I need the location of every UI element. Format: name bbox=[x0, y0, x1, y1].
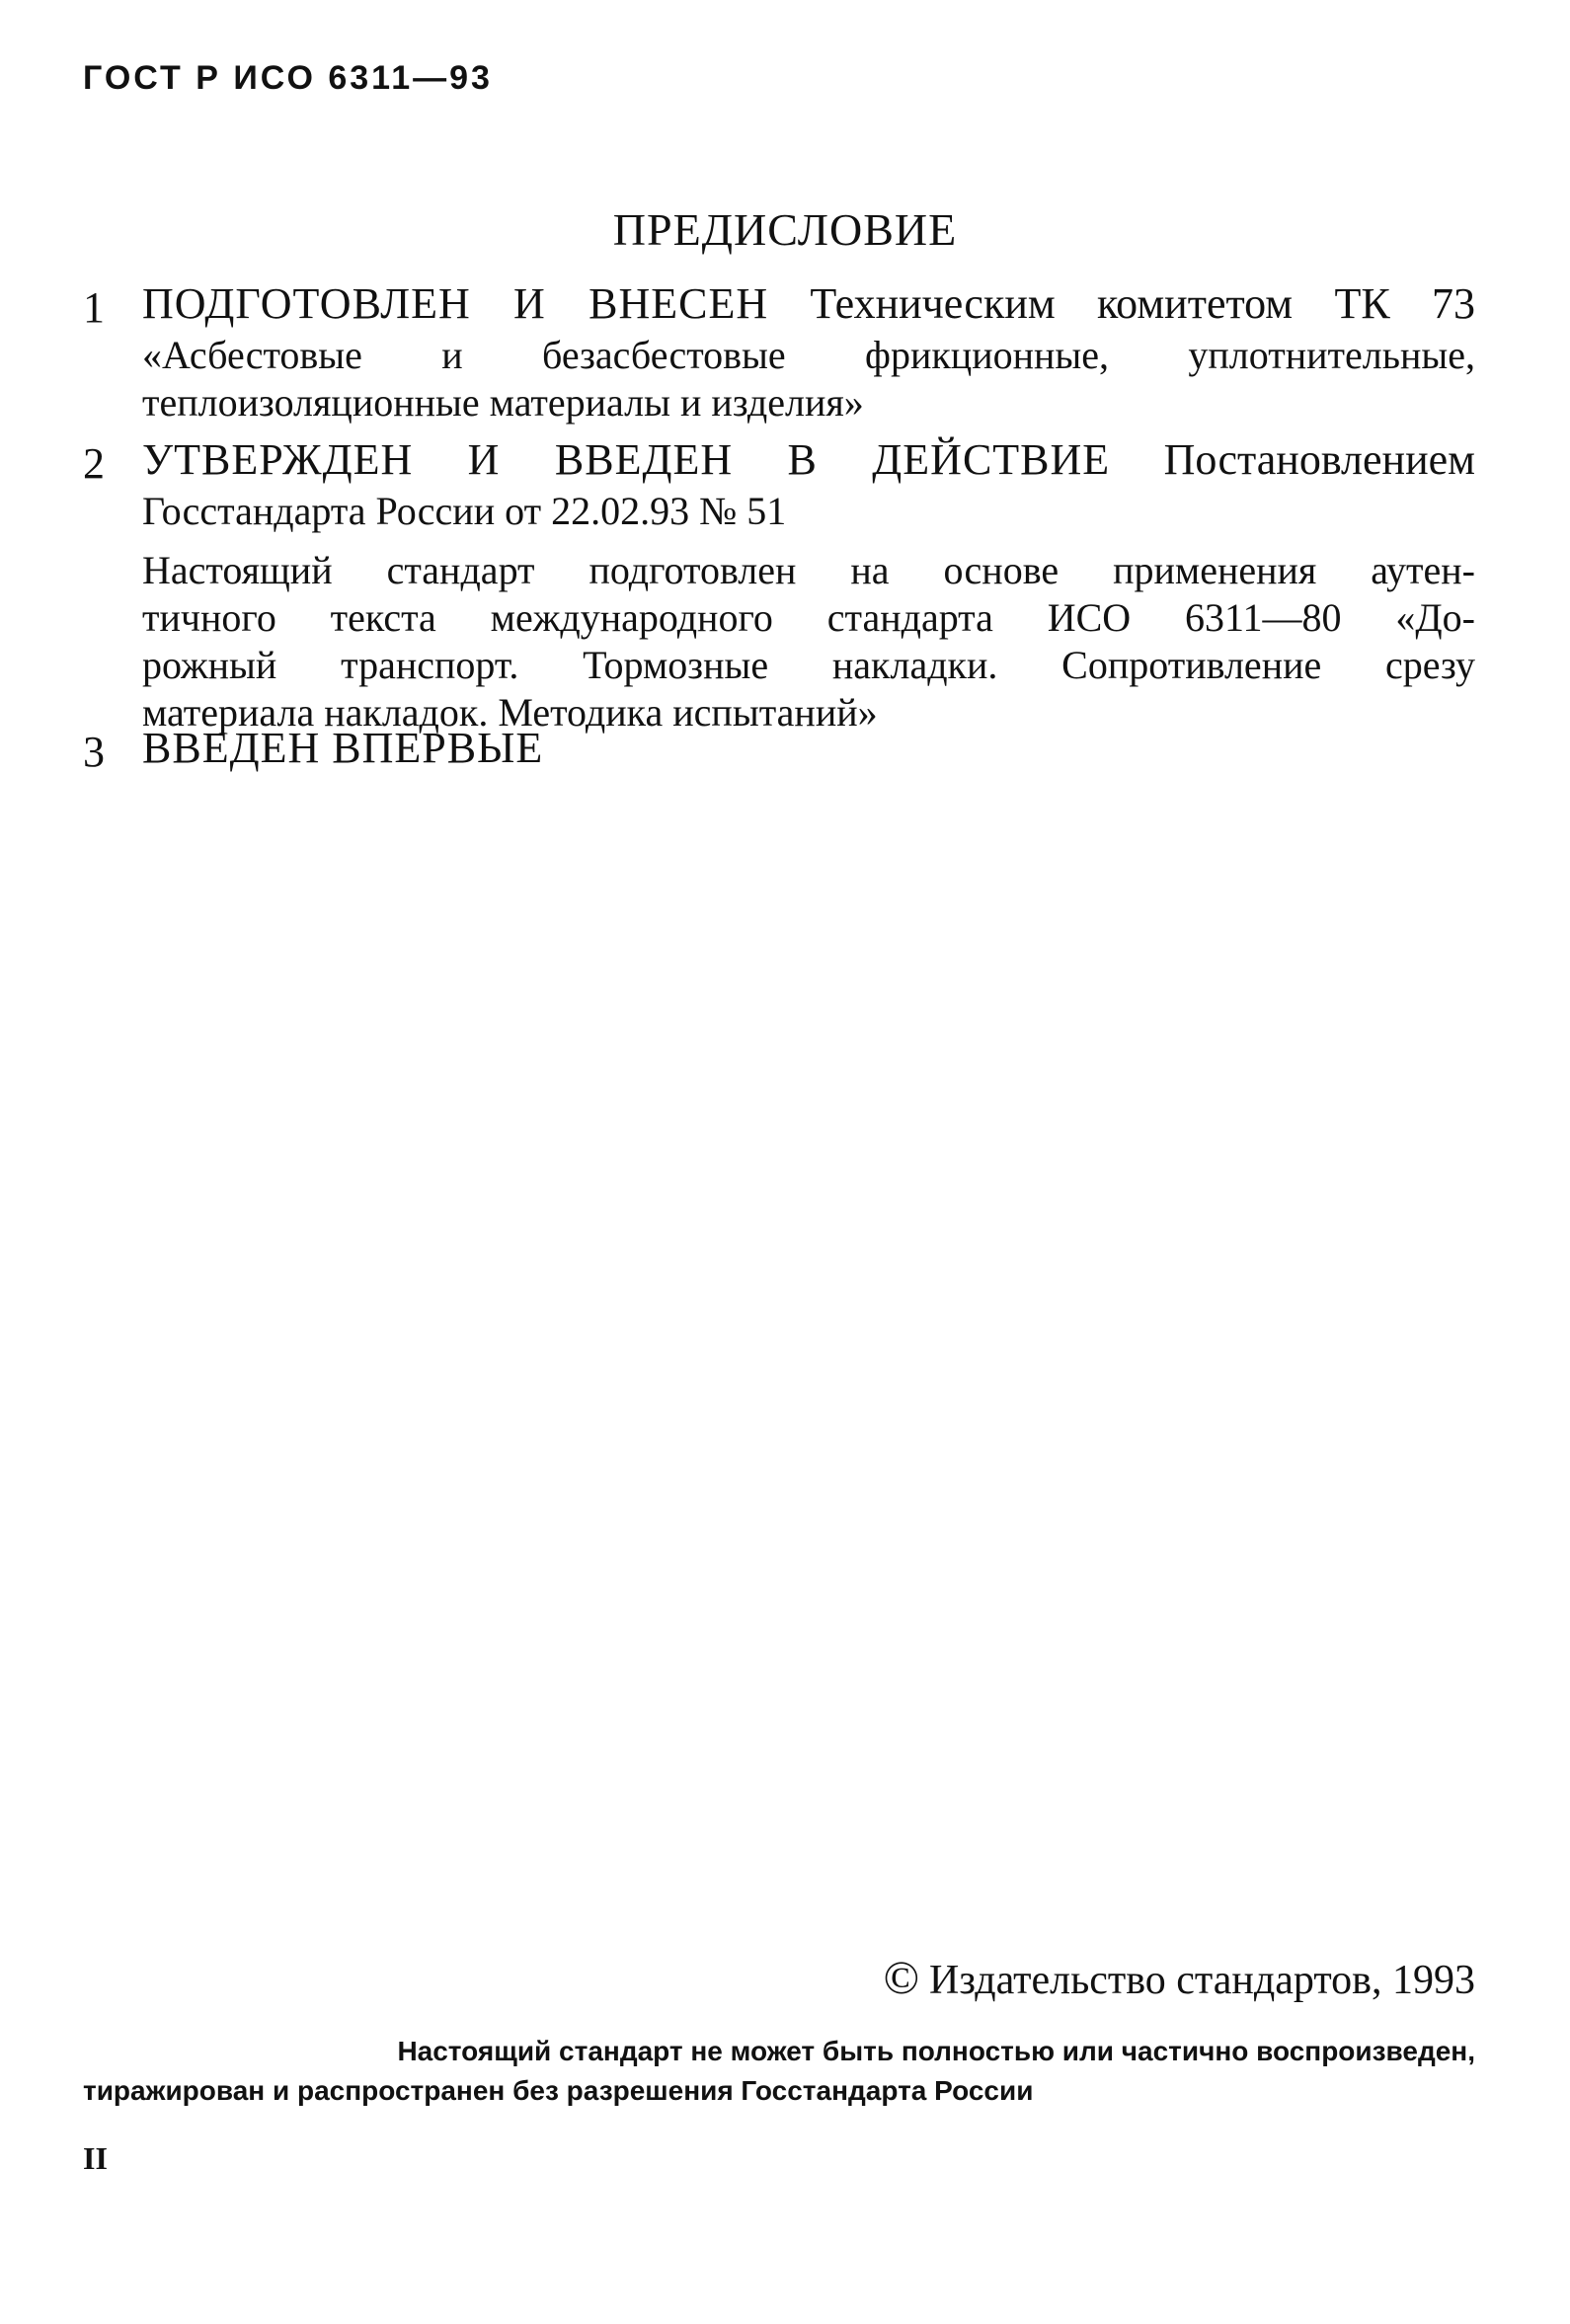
item-line: материала накладок. Методика испытаний» bbox=[142, 690, 878, 735]
item-first-line bbox=[142, 279, 1475, 328]
item-line: «Асбестовые и безасбестовые фрикционные, уплотнительные, bbox=[142, 333, 1475, 377]
item-lead: УТВЕРЖДЕН И ВВЕДЕН В ДЕЙСТВИЕ bbox=[142, 435, 1111, 484]
item-first-line bbox=[142, 724, 1475, 772]
item-number: 1 bbox=[83, 283, 105, 332]
item-line: теплоизоляционные материалы и изделия» bbox=[142, 380, 864, 425]
item-number: 2 bbox=[83, 439, 105, 488]
page-title: ПРЕДИСЛОВИЕ bbox=[612, 204, 958, 255]
item-line: рожный транспорт. Тормозные накладки. Сопротивление срезу bbox=[142, 643, 1475, 687]
item-line: Техническим комитетом ТК 73 bbox=[768, 279, 1475, 328]
item-number: 3 bbox=[83, 728, 105, 776]
item-lead: ВВЕДЕН ВПЕРВЫЕ bbox=[142, 724, 544, 772]
reproduction-notice-line-1: Настоящий стандарт не может быть полностью или частично воспроизведен, bbox=[397, 2036, 1475, 2066]
page-number: II bbox=[83, 2140, 108, 2176]
item-first-line bbox=[142, 435, 1475, 484]
item-line: Госстандарта России от 22.02.93 № 51 bbox=[142, 489, 787, 533]
item-line: тичного текста международного стандарта ИСО 6311—80 «До- bbox=[142, 595, 1475, 640]
reproduction-notice-line-2: тиражирован и распространен без разрешения Госстандарта России bbox=[83, 2075, 1034, 2106]
item-line: Постановлением bbox=[1110, 435, 1475, 484]
item-lead: ПОДГОТОВЛЕН И ВНЕСЕН bbox=[142, 279, 769, 328]
copyright-icon: © bbox=[883, 1952, 920, 2004]
item-line: Настоящий стандарт подготовлен на основе применения аутен- bbox=[142, 548, 1475, 592]
document-designation: ГОСТ Р ИСО 6311—93 bbox=[83, 59, 493, 97]
copyright-text: Издательство стандартов, 1993 bbox=[929, 1958, 1475, 2003]
copyright-line bbox=[884, 1951, 1475, 2005]
